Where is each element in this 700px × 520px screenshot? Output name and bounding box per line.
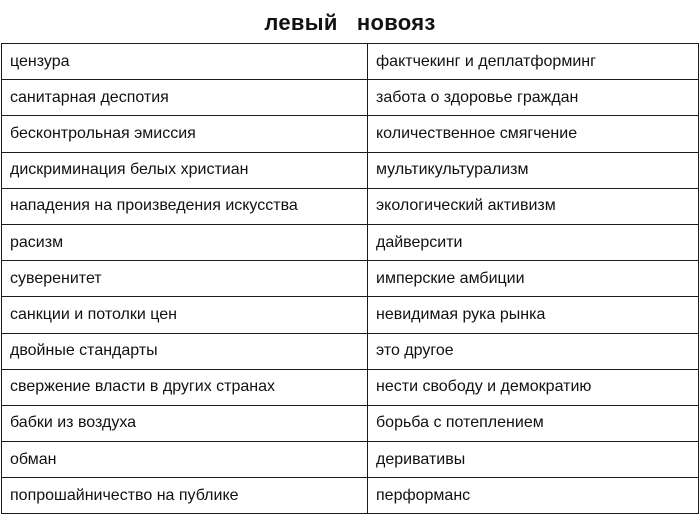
left-term-cell: суверенитет (2, 261, 368, 297)
left-term-cell: санкции и потолки цен (2, 297, 368, 333)
right-term-cell: борьба с потеплением (368, 405, 699, 441)
right-term-cell: это другое (368, 333, 699, 369)
left-term-cell: санитарная деспотия (2, 80, 368, 116)
table-row (2, 261, 699, 297)
table-row (2, 405, 699, 441)
right-term-cell: забота о здоровье граждан (368, 80, 699, 116)
left-term-cell: бесконтрольная эмиссия (2, 116, 368, 152)
left-term-cell: расизм (2, 224, 368, 260)
table-row (2, 297, 699, 333)
table-row (2, 44, 699, 80)
right-term-cell: нести свободу и демократию (368, 369, 699, 405)
right-term-cell: мультикультурализм (368, 152, 699, 188)
table-row (2, 333, 699, 369)
table-row (2, 442, 699, 478)
left-term-cell: бабки из воздуха (2, 405, 368, 441)
table-row (2, 369, 699, 405)
right-term-cell: фактчекинг и деплатформинг (368, 44, 699, 80)
glossary-table (1, 43, 699, 514)
left-term-cell: нападения на произведения искусства (2, 188, 368, 224)
table-row (2, 478, 699, 514)
table-row (2, 224, 699, 260)
right-term-cell: перформанс (368, 478, 699, 514)
page-title: левый новояз (264, 10, 436, 35)
left-term-cell: двойные стандарты (2, 333, 368, 369)
left-term-cell: попрошайничество на публике (2, 478, 368, 514)
left-term-cell: цензура (2, 44, 368, 80)
table-row (2, 152, 699, 188)
right-term-cell: имперские амбиции (368, 261, 699, 297)
left-term-cell: свержение власти в других странах (2, 369, 368, 405)
right-term-cell: экологический активизм (368, 188, 699, 224)
right-term-cell: деривативы (368, 442, 699, 478)
right-term-cell: невидимая рука рынка (368, 297, 699, 333)
table-row (2, 188, 699, 224)
left-term-cell: обман (2, 442, 368, 478)
left-term-cell: дискриминация белых христиан (2, 152, 368, 188)
right-term-cell: дайверсити (368, 224, 699, 260)
table-row (2, 80, 699, 116)
right-term-cell: количественное смягчение (368, 116, 699, 152)
table-row (2, 116, 699, 152)
